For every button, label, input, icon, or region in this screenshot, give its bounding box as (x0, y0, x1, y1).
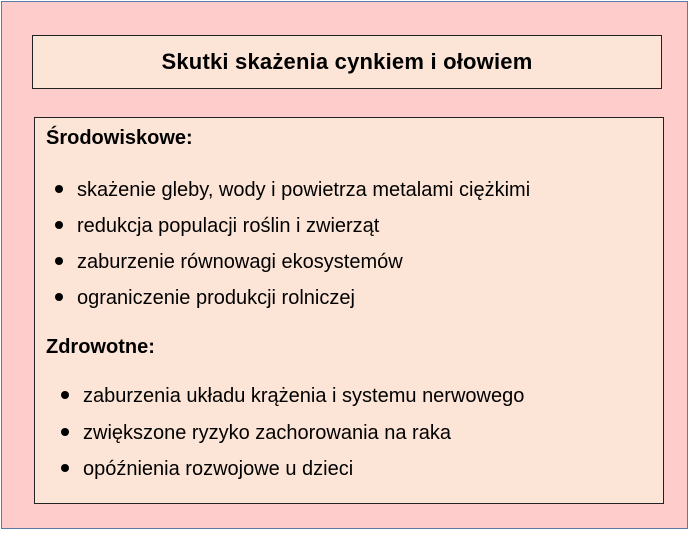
section-heading-environmental: Środowiskowe: (46, 127, 193, 149)
bullet-icon (61, 464, 69, 472)
list-item (61, 422, 451, 445)
list-item-text: zaburzenia układu krążenia i systemu nerwowego (83, 385, 525, 407)
diagram-frame (1, 1, 688, 529)
bullet-icon (55, 293, 63, 301)
list-item-text: skażenie gleby, wody i powietrza metalami ciężkimi (77, 179, 531, 201)
content-box (34, 117, 664, 504)
list-item (55, 287, 355, 310)
list-item-text: zaburzenie równowagi ekosystemów (77, 251, 403, 273)
bullet-icon (55, 257, 63, 265)
list-item (61, 458, 353, 481)
list-item (55, 251, 403, 274)
section-heading-health: Zdrowotne: (46, 336, 155, 358)
list-item (55, 179, 530, 202)
bullet-icon (61, 428, 69, 436)
list-item-text: opóźnienia rozwojowe u dzieci (83, 458, 354, 480)
list-item-text: redukcja populacji roślin i zwierząt (77, 215, 380, 237)
list-item-text: zwiększone ryzyko zachorowania na raka (83, 422, 451, 444)
list-item-text: ograniczenie produkcji rolniczej (77, 287, 355, 309)
list-item (61, 385, 524, 408)
title-box (32, 35, 662, 89)
bullet-icon (55, 185, 63, 193)
list-item (55, 215, 379, 238)
bullet-icon (55, 221, 63, 229)
diagram-title: Skutki skażenia cynkiem i ołowiem (161, 49, 533, 74)
bullet-icon (61, 391, 69, 399)
